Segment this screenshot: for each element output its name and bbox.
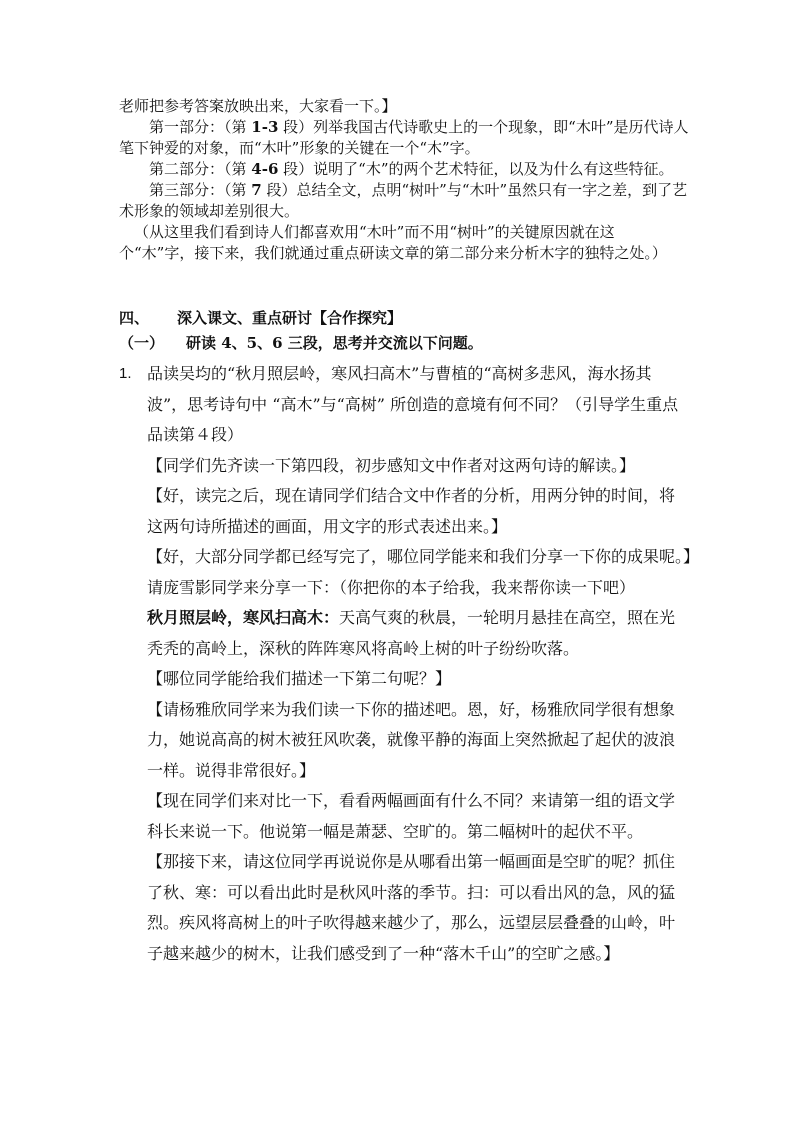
part-two-text: 段）说明了“木”的两个艺术特征，以及为什么有这些特征。 — [278, 160, 674, 178]
paragraph: 【那接下来，请这位同学再说说你是从哪看出第一幅画面是空旷的呢？抓住了秋、寒：可以看出此时是秋风叶落的季节。扫：可以看出风的急，风的猛烈。疾风将高树上的叶子吹得越来越少了，那么，远望层层叠叠的山岭，叶子越来越少的树木，让我们感受到了一种“落木千山”的空旷之感。】 — [147, 852, 676, 963]
part-one-text: 段）列举我国古代诗歌史上的一个现象，即“木叶”是历代诗人笔下钟爱的对象，而“木叶”形象的关键在一个“木”字。 — [119, 118, 689, 157]
paragraph: 【好，大部分同学都已经写完了，哪位同学能来和我们分享一下你的成果呢。】 — [147, 547, 700, 566]
part-one-lead: 第一部分：（第 — [149, 118, 252, 136]
subsection-number: （一） — [119, 334, 165, 352]
paragraph: 请庞雪影同学来分享一下：（你把你的本子给我，我来帮你读一下吧） — [147, 577, 636, 597]
outline-block — [119, 96, 689, 264]
paragraph: 【哪位同学能给我们描述一下第二句呢？】 — [147, 669, 452, 688]
part-three-lead: 第三部分：（第 — [149, 181, 252, 199]
poem-description — [147, 603, 682, 664]
question-number: 1. — [119, 365, 132, 382]
intro-tail: 老师把参考答案放映出来，大家看一下。】 — [119, 97, 397, 115]
subsection-title: 研读 4、5、6 三段，思考并交流以下问题。 — [186, 334, 483, 352]
paragraph: 【现在同学们来对比一下，看看两幅画面有什么不同？来请第一组的语文学科长来说一下。他说第一幅是萧瑟、空旷的。第二幅树叶的起伏不平。 — [147, 791, 676, 841]
part-three — [119, 180, 689, 222]
part-two-lead: 第二部分：（第 — [149, 160, 252, 178]
paragraph: 【同学们先齐读一下第四段，初步感知文中作者对这两句诗的解读。】 — [147, 455, 636, 475]
section-four-title: 深入课文、重点研讨【合作探究】 — [177, 309, 403, 327]
part-two — [119, 159, 689, 180]
part-two-range: 4-6 — [251, 160, 279, 178]
subsection-heading — [119, 332, 483, 353]
paragraph: 【请杨雅欣同学来为我们读一下你的描述吧。恩，好，杨雅欣同学很有想象力，她说高高的树木被狂风吹袭，就像平静的海面上突然掀起了起伏的波浪一样。说得非常很好。】 — [147, 699, 676, 780]
transition-note: （从这里我们看到诗人们都喜欢用“木叶”而不用“树叶”的关键原因就在这个“木”字，接下来，我们就通过重点研读文章的第二部分来分析木字的独特之处。） — [119, 223, 667, 262]
question-one: 品读吴均的“秋月照层岭，寒风扫高木”与曹植的“高树多悲风，海水扬其波”，思考诗句中 “高木”与“高树” 所创造的意境有何不同？（引导学生重点品读第４段） — [147, 364, 679, 444]
lesson-body — [147, 359, 700, 969]
section-four-heading — [119, 307, 402, 328]
paragraph: 【好，读完之后，现在请同学们结合文中作者的分析，用两分钟的时间，将这两句诗所描述的画面，用文字的形式表述出来。】 — [147, 486, 676, 536]
part-one-range: 1-3 — [251, 118, 279, 136]
part-one — [119, 117, 689, 159]
section-four-number: 四、 — [119, 309, 150, 327]
poem-description-text: 天高气爽的秋晨，一轮明月悬挂在高空，照在光秃秃的高岭上，深秋的阵阵寒风将高岭上树的叶子纷纷吹落。 — [147, 608, 676, 658]
part-three-text: 段）总结全文，点明“树叶”与“木叶”虽然只有一字之差，到了艺术形象的领域却差别很大。 — [119, 181, 688, 220]
part-three-range: 7 — [251, 181, 262, 199]
poem-line: 秋月照层岭，寒风扫高木： — [147, 608, 340, 627]
